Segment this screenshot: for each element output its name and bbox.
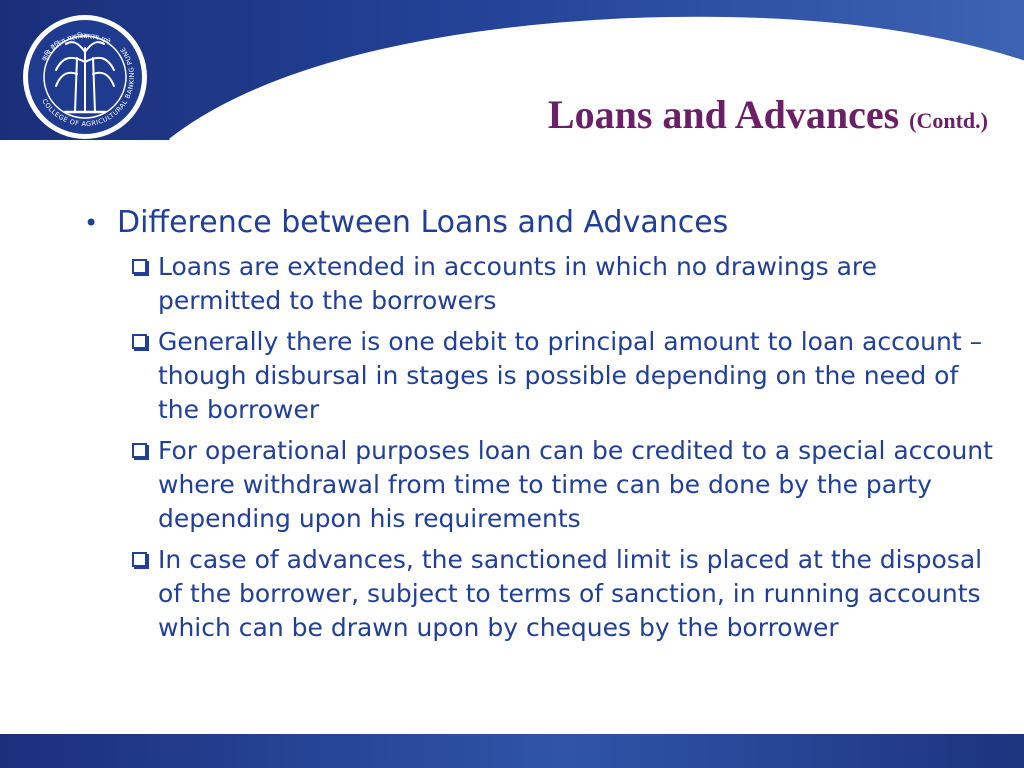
logo-top-text: कृषि बैंकिंग महाविद्यालय पुणे (40, 32, 112, 63)
slide-content (80, 203, 1000, 652)
sub-bullet-list (80, 250, 1000, 645)
dot-bullet-icon: • (84, 209, 99, 237)
sub-bullet-item (132, 434, 1000, 536)
sub-bullet-item (132, 325, 1000, 427)
main-bullet-text: Difference between Loans and Advances (117, 205, 729, 240)
sub-bullet-item (132, 250, 1000, 318)
main-bullet-item (80, 203, 1000, 243)
checkbox-bullet-icon (132, 334, 147, 349)
checkbox-bullet-icon (132, 443, 147, 458)
institution-logo (20, 12, 150, 142)
sub-bullet-item (132, 543, 1000, 645)
slide-title (548, 92, 988, 144)
sub-bullet-text: Loans are extended in accounts in which no drawings are permitted to the borrowers (158, 252, 878, 315)
slide-title-main: Loans and Advances (547, 92, 900, 137)
footer-band (0, 734, 1024, 768)
sub-bullet-text: Generally there is one debit to principal amount to loan account – though disbursal in stages is possible depending on the need of the borrower (158, 327, 983, 424)
checkbox-bullet-icon (132, 552, 147, 567)
slide-title-suffix: (Contd.) (909, 108, 988, 133)
logo-ring-text: COLLEGE OF AGRICULTURAL BANKING PUNE (40, 45, 137, 129)
sub-bullet-text: In case of advances, the sanctioned limit is placed at the disposal of the borrower, subject to terms of sanction, in running accounts which can be drawn upon by cheques by the borrower (158, 545, 983, 642)
checkbox-bullet-icon (132, 259, 147, 274)
sub-bullet-text: For operational purposes loan can be credited to a special account where withdrawal from time to time can be done by the party depending upon his requirements (158, 436, 993, 533)
